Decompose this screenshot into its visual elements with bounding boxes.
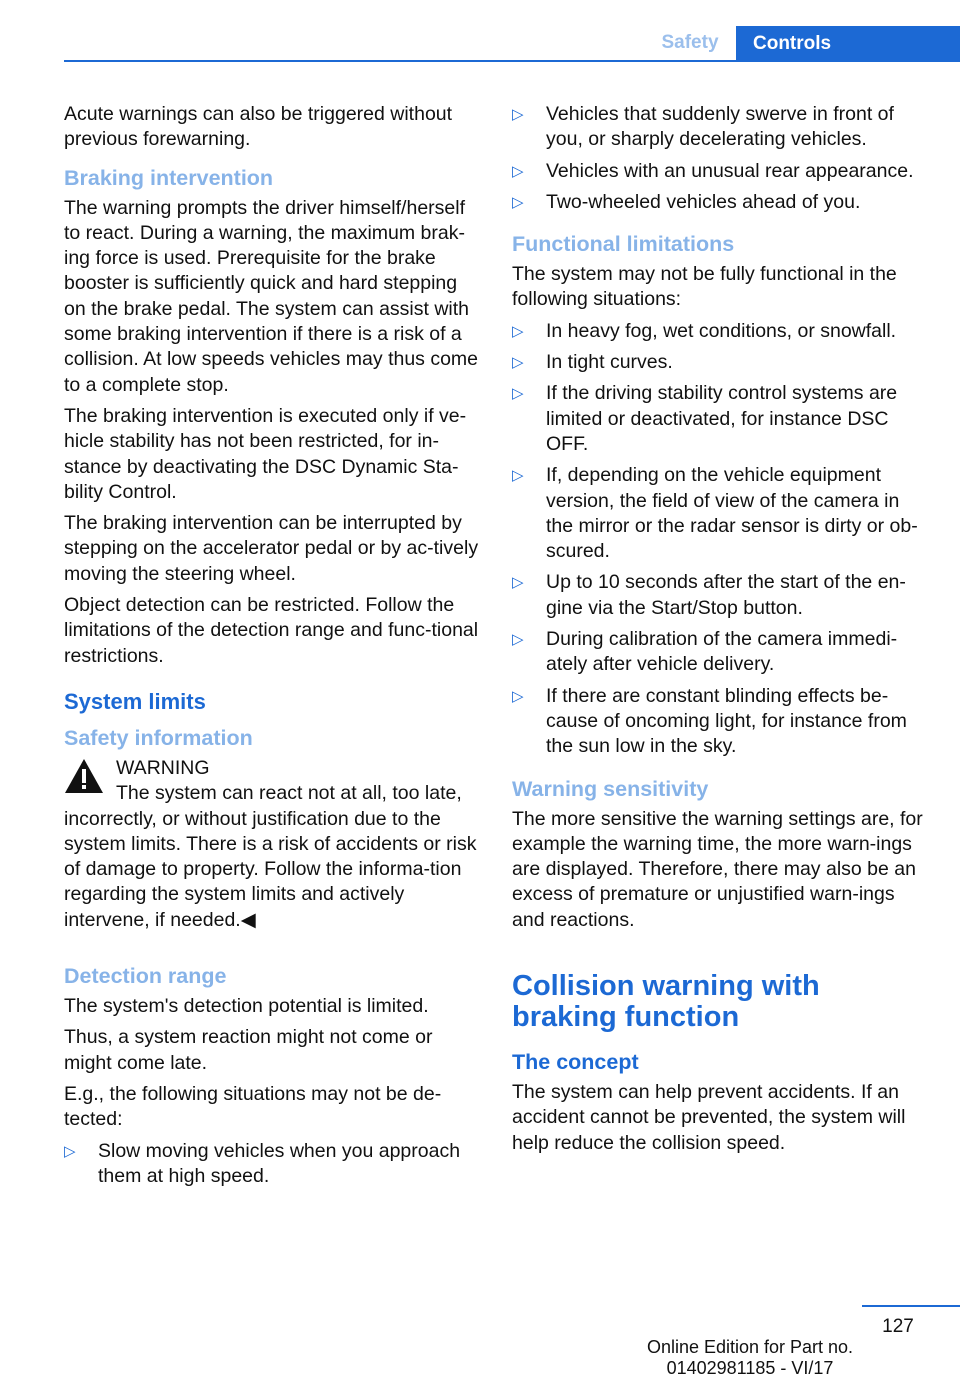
- functional-intro: The system may not be fully functional in the following situations:: [512, 263, 897, 311]
- triangle-bullet-icon: ▷: [512, 106, 524, 123]
- system-limits-heading: System limits: [64, 688, 206, 714]
- list-item: ▷ If, depending on the vehicle equipment version, the field of view of the camera in the mirror or the radar sensor is dirty or ob‐scured.: [512, 464, 918, 563]
- warning-block: [64, 756, 480, 933]
- intro-paragraph: Acute warnings can also be triggered without previous forewarning.: [64, 103, 453, 151]
- list-item: ▷ Slow moving vehicles when you approach them at high speed.: [64, 1139, 461, 1187]
- page-number: 127: [882, 1316, 914, 1337]
- triangle-bullet-icon: ▷: [512, 631, 524, 649]
- list-item: ▷ Vehicles with an unusual rear appearance.: [512, 159, 928, 184]
- collision-warning-heading: Collision warning with braking function: [512, 970, 820, 1034]
- left-column: [64, 102, 480, 1195]
- detection-paragraph-1: The system's detection potential is limited.: [64, 995, 429, 1018]
- triangle-bullet-icon: ▷: [512, 467, 524, 485]
- braking-paragraph-2: The braking intervention is executed only if ve‐hicle stability has not been restricted, for in‐stance by deactivating the DSC Dynamic Sta‐bility Control.: [64, 404, 467, 503]
- triangle-bullet-icon: ▷: [512, 574, 524, 592]
- braking-paragraph-4: Object detection can be restricted. Follow the limitations of the detection range and func‐tional restrictions.: [64, 594, 479, 667]
- triangle-bullet-icon: ▷: [512, 322, 524, 340]
- detection-paragraph-2: Thus, a system reaction might not come or might come late.: [64, 1026, 433, 1074]
- detection-list-continued: [512, 102, 928, 215]
- functional-limitations-heading: Functional limitations: [512, 232, 735, 257]
- right-column: [512, 102, 928, 1162]
- triangle-bullet-icon: ▷: [512, 193, 524, 211]
- detection-list: [64, 1139, 480, 1190]
- detection-paragraph-3: E.g., the following situations may not be de‐tected:: [64, 1082, 442, 1131]
- list-item: ▷ Up to 10 seconds after the start of the en‐gine via the Start/Stop button.: [512, 571, 906, 619]
- list-item: ▷ If the driving stability control systems are limited or deactivated, for instance DSC OFF.: [512, 382, 898, 455]
- warning-title: WARNING: [116, 756, 210, 779]
- braking-paragraph-1: The warning prompts the driver himself/herself to react. During a warning, the maximum brak‐ing force is used. Prerequisite for the brake booster is sufficiently quick and hard stepping on the brake pedal. The system can assist with some braking intervention if there is a risk of a collision. At low speeds vehicles may thus come to a complete stop.: [64, 196, 479, 396]
- tab-controls[interactable]: Controls: [736, 26, 960, 62]
- warning-triangle-icon: [64, 758, 104, 794]
- braking-paragraph-3: The braking intervention can be interrupted by stepping on the accelerator pedal or by ac‐tively moving the steering wheel.: [64, 512, 479, 585]
- triangle-bullet-icon: ▷: [64, 1142, 76, 1160]
- triangle-bullet-icon: ▷: [512, 385, 524, 403]
- tab-safety[interactable]: Safety: [661, 32, 719, 53]
- sensitivity-paragraph: The more sensitive the warning settings are, for example the warning time, the more warn‐ings are displayed. Therefore, there may also be an excess of premature or unjustified warn‐ings and reactions.: [512, 807, 923, 931]
- triangle-bullet-icon: ▷: [512, 162, 524, 180]
- list-item: ▷ Vehicles that suddenly swerve in front of you, or sharply decelerating vehicles.: [512, 103, 894, 151]
- detection-range-heading: Detection range: [64, 964, 227, 989]
- safety-information-heading: Safety information: [64, 725, 253, 750]
- list-item: ▷ Two-wheeled vehicles ahead of you.: [512, 190, 928, 215]
- footer-rule: [862, 1305, 960, 1307]
- list-item: ▷ During calibration of the camera immedi‐ately after vehicle delivery.: [512, 628, 898, 676]
- triangle-bullet-icon: ▷: [512, 687, 524, 705]
- braking-intervention-heading: Braking intervention: [64, 165, 274, 190]
- warning-sensitivity-heading: Warning sensitivity: [512, 776, 709, 801]
- warning-text: The system can react not at all, too late, incorrectly, or without justification due to the system limits. There is a risk of accidents or risk of damage to property. Follow the informa‐tion regarding the system limits and actively intervene, if needed.◀: [64, 782, 477, 931]
- list-item: ▷ In heavy fog, wet conditions, or snowfall.: [512, 319, 928, 344]
- concept-heading: The concept: [512, 1050, 639, 1075]
- list-item: ▷ If there are constant blinding effects be‐cause of oncoming light, for instance from the sun low in the sky.: [512, 684, 907, 758]
- edition-footer: Online Edition for Part no. 01402981185 - VI/17: [646, 1337, 854, 1378]
- list-item: ▷ In tight curves.: [512, 350, 928, 375]
- concept-paragraph: The system can help prevent accidents. If an accident cannot be prevented, the system will help reduce the collision speed.: [512, 1081, 906, 1154]
- triangle-bullet-icon: ▷: [512, 354, 524, 372]
- functional-list: [512, 319, 928, 760]
